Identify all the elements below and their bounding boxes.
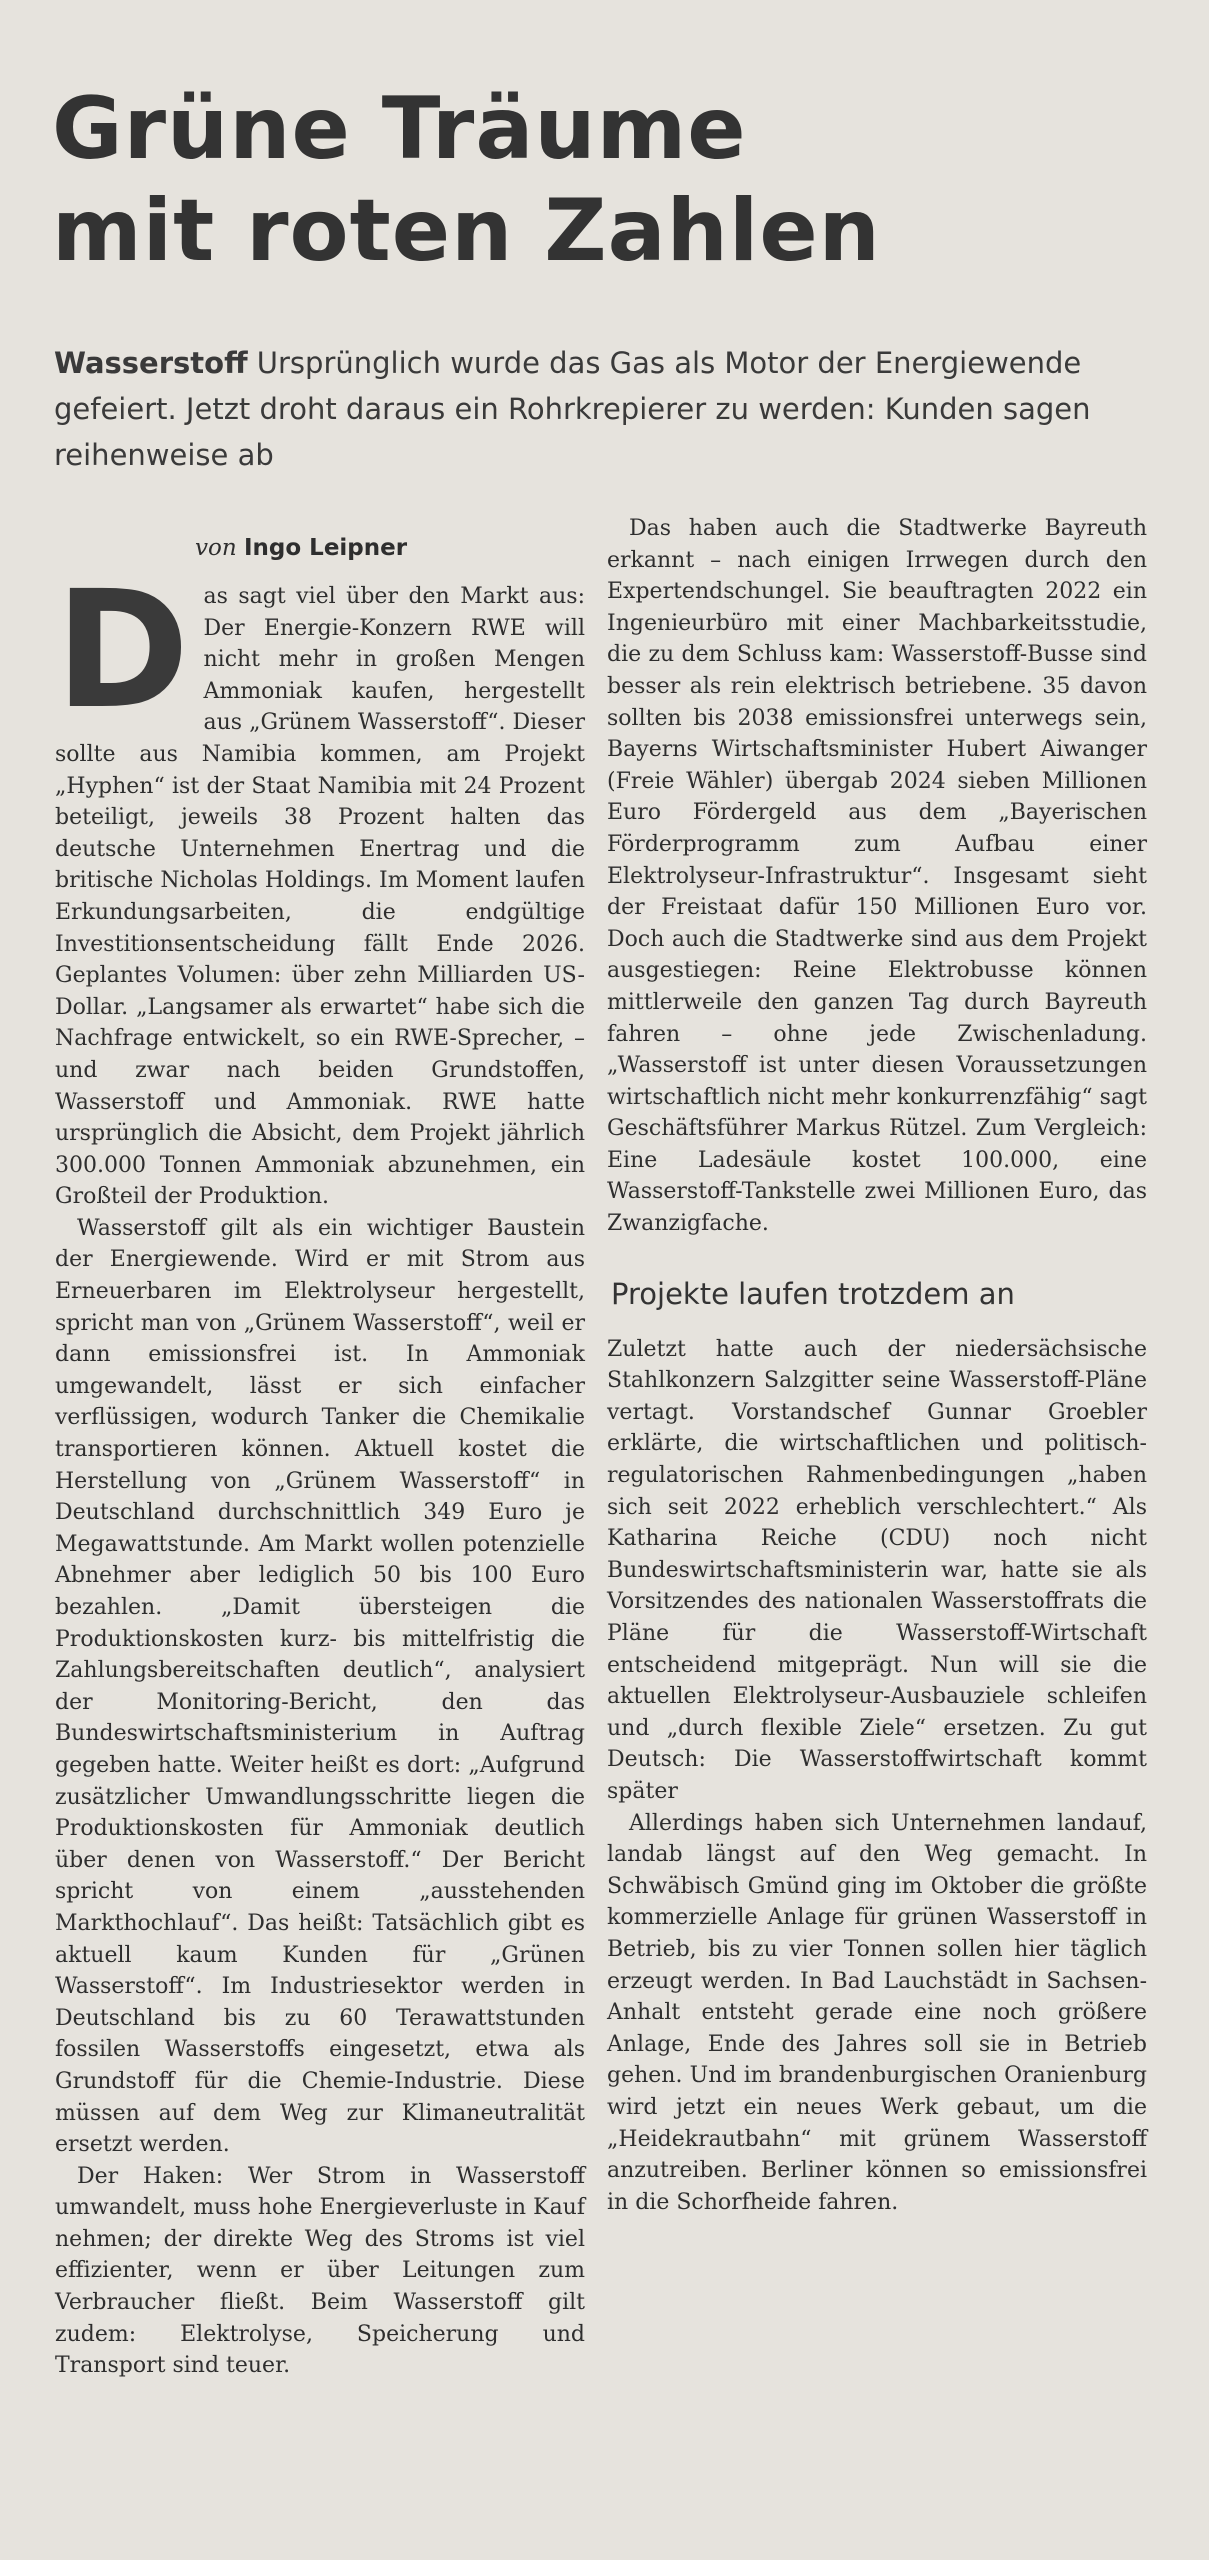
headline-line-2: mit roten Zahlen	[52, 181, 881, 281]
deck-kicker: Wasserstoff	[54, 346, 248, 380]
paragraph-5: Zuletzt hatte auch der niedersächsische Stahlkonzern Salzgitter seine Wasserstoff-Pläne vertagt. Vorstandschef Gunnar Groebler erklärte, die wirtschaftlichen und politisch-regulatorischen Rahmenbedingungen „haben sich seit 2022 erheblich verschlechtert.“ Als Katharina Reiche (CDU) noch nicht Bundeswirtschaftsministerin war, hatte sie als Vorsitzendes des nationalen Wasserstoffrats die Pläne für die Wasserstoff-Wirtschaft entscheidend mitgeprägt. Nun will sie die aktuellen Elektrolyseur-Ausbauziele schleifen und „durch flexible Ziele“ ersetzen. Zu gut Deutsch: Die Wasserstoffwirtschaft kommt später	[607, 1336, 1147, 1804]
paragraph-6: Allerdings haben sich Unternehmen landauf, landab längst auf den Weg gemacht. In Schwäbisch Gmünd ging im Oktober die größte kommerzielle Anlage für grünen Wasserstoff in Betrieb, bis zu vier Tonnen sollen hier täglich erzeugt werden. In Bad Lauchstädt in Sachsen-Anhalt entsteht gerade eine noch größere Anlage, Ende des Jahres soll sie in Betrieb gehen. Und im brandenburgischen Oranienburg wird jetzt ein neues Werk gebaut, um die „Heidekrautbahn“ mit grünem Wasserstoff anzutreiben. Berliner können so emissionsfrei in die Schorfheide fahren.	[607, 1810, 1147, 2215]
column-left	[55, 513, 585, 2382]
byline-author: Ingo Leipner	[243, 535, 408, 561]
subheading: Projekte laufen trotzdem an	[611, 1276, 1015, 1311]
paragraph-3: Der Haken: Wer Strom in Wasserstoff umwandelt, muss hohe Energieverluste in Kauf nehmen; der direkte Weg des Stroms ist viel effizienter, wenn er über Leitungen zum Verbraucher fließt. Beim Wasserstoff gilt zudem: Elektrolyse, Speicherung und Transport sind teuer.	[55, 2163, 585, 2379]
headline-line-1: Grüne Träume	[52, 79, 747, 179]
byline-prefix: von	[195, 535, 237, 561]
headline	[52, 78, 1152, 282]
drop-cap: D	[55, 557, 190, 745]
paragraph-1-text: as sagt viel über den Markt aus: Der Energie-Konzern RWE will nicht mehr in großen Mengen Ammoniak kaufen, hergestellt aus „Grünem Wasserstoff“. Dieser sollte aus Namibia kommen, am Projekt „Hyphen“ ist der Staat Namibia mit 24 Prozent beteiligt, jeweils 38 Prozent halten das deutsche Unternehmen Enertrag und die britische Nicholas Holdings. Im Moment laufen Erkundungsarbeiten, die endgültige Investitionsentscheidung fällt Ende 2026. Geplantes Volumen: über zehn Milliarden US-Dollar. „Langsamer als erwartet“ habe sich die Nachfrage entwickelt, so ein RWE-Sprecher, – und zwar nach beiden Grundstoffen, Wasserstoff und Ammoniak. RWE hatte ursprünglich die Absicht, dem Projekt jährlich 300.000 Tonnen Ammoniak abzunehmen, ein Großteil der Produktion.	[55, 584, 585, 1210]
column-right	[607, 513, 1147, 2218]
deck-text: Ursprünglich wurde das Gas als Motor der Energiewende gefeiert. Jetzt droht daraus ein Rohrkrepierer zu werden: Kunden sagen reihenweise ab	[54, 346, 1091, 472]
byline	[195, 533, 585, 563]
article-deck	[54, 340, 1114, 478]
paragraph-4: Das haben auch die Stadtwerke Bayreuth erkannt – nach einigen Irrwegen durch den Expertendschungel. Sie beauftragten 2022 ein Ingenieurbüro mit einer Machbarkeitsstudie, die zu dem Schluss kam: Wasserstoff-Busse sind besser als rein elektrisch betriebene. 35 davon sollten bis 2038 emissionsfrei unterwegs sein, Bayerns Wirtschaftsminister Hubert Aiwanger (Freie Wähler) übergab 2024 sieben Millionen Euro Fördergeld aus dem „Bayerischen Förderprogramm zum Aufbau einer Elektrolyseur-Infrastruktur“. Insgesamt sieht der Freistaat dafür 150 Millionen Euro vor. Doch auch die Stadtwerke sind aus dem Projekt ausgestiegen: Reine Elektrobusse können mittlerweile den ganzen Tag durch Bayreuth fahren – ohne jede Zwischenladung. „Wasserstoff ist unter diesen Voraussetzungen wirtschaftlich nicht mehr konkurrenzfähig“ sagt Geschäftsführer Markus Rützel. Zum Vergleich: Eine Ladesäule kostet 100.000, eine Wasserstoff-Tankstelle zwei Millionen Euro, das Zwanzigfache.	[607, 516, 1147, 1237]
paragraph-2: Wasserstoff gilt als ein wichtiger Baustein der Energiewende. Wird er mit Strom aus Erneuerbaren im Elektrolyseur hergestellt, spricht man von „Grünem Wasserstoff“, weil er dann emissionsfrei ist. In Ammoniak umgewandelt, lässt er sich einfacher verflüssigen, wodurch Tanker die Chemikalie transportieren können. Aktuell kostet die Herstellung von „Grünem Wasserstoff“ in Deutschland durchschnittlich 349 Euro je Megawattstunde. Am Markt wollen potenzielle Abnehmer aber lediglich 50 bis 100 Euro bezahlen. „Damit übersteigen die Produktionskosten kurz- bis mittelfristig die Zahlungsbereitschaften deutlich“, analysiert der Monitoring-Bericht, den das Bundeswirtschaftsministerium in Auftrag gegeben hatte. Weiter heißt es dort: „Aufgrund zusätzlicher Umwandlungsschritte liegen die Produktionskosten für Ammoniak deutlich über denen von Wasserstoff.“ Der Bericht spricht von einem „ausstehenden Markthochlauf“. Das heißt: Tatsächlich gibt es aktuell kaum Kunden für „Grünen Wasserstoff“. Im Industriesektor werden in Deutschland bis zu 60 Terawattstunden fossilen Wasserstoffs eingesetzt, etwa als Grundstoff für die Chemie-Industrie. Diese müssen auf dem Weg zur Klimaneutralität ersetzt werden.	[55, 1215, 585, 2158]
paragraph-1	[55, 557, 585, 1213]
